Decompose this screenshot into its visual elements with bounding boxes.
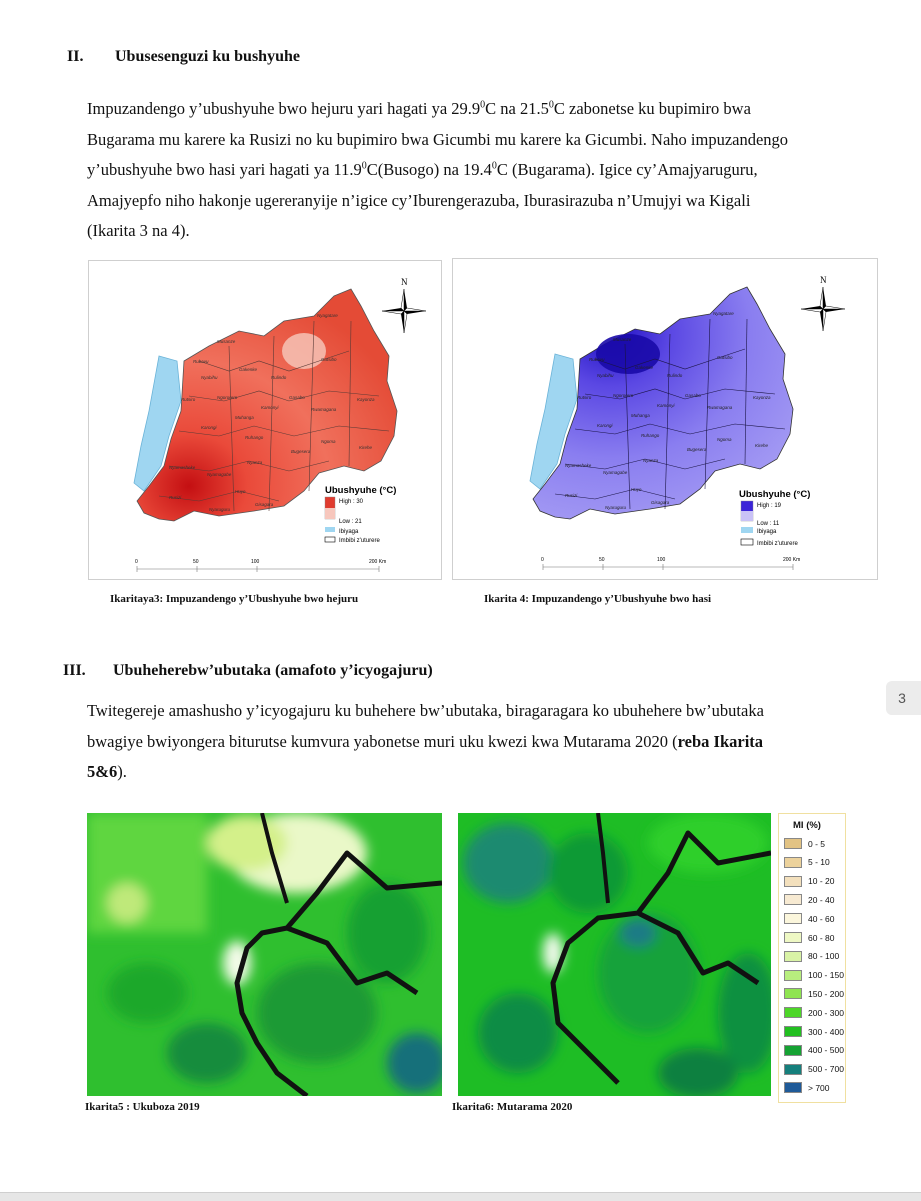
map-moisture-jan-2020 — [458, 813, 771, 1096]
map4-label-bugesera: Bugesera — [687, 447, 707, 452]
para1-line1a: Impuzandengo y’ubushyuhe bwo hejuru yari hagati ya 29.9 — [87, 99, 481, 118]
map3-label-ngororero: Ngororero — [217, 395, 238, 400]
map-min-temperature — [452, 258, 878, 580]
map4-label-ngoma: Ngoma — [717, 437, 732, 442]
mi-legend-swatch — [784, 1082, 802, 1093]
para1-line2: Bugarama mu karere ka Rusizi no ku bupimiro bwa Gicumbi mu karere ka Gicumbi. Naho impuzandengo — [87, 129, 789, 149]
svg-text:200 Km: 200 Km — [783, 557, 801, 563]
map3-label-gakenke: Gakenke — [239, 367, 258, 372]
mi-legend-entry — [784, 1045, 844, 1056]
mi-legend-label: 20 - 40 — [808, 894, 835, 905]
map3-label-nyamasheke: Nyamasheke — [169, 465, 196, 470]
map3-label-kirehe: Kirehe — [359, 445, 373, 450]
map4-label-ruhango: Ruhango — [641, 433, 660, 438]
mi-legend-label: 200 - 300 — [808, 1007, 844, 1018]
mi-legend-label: > 700 — [808, 1082, 830, 1093]
map3-label-musanze: Musanze — [217, 339, 236, 344]
map3-svg — [89, 261, 441, 579]
map3-label-kayonza: Kayonza — [357, 397, 375, 402]
map4-label-huye: Huye — [631, 487, 642, 492]
para2-line3a: 5&6 — [87, 762, 118, 781]
map4-legend — [739, 489, 810, 547]
mi-legend-title: MI (%) — [793, 820, 821, 831]
map3-label-gisagara: Gisagara — [255, 502, 274, 507]
mi-legend-label: 10 - 20 — [808, 876, 835, 887]
paragraph-temperature — [87, 94, 867, 247]
svg-text:N: N — [401, 277, 408, 287]
svg-text:Low : 21: Low : 21 — [339, 519, 362, 525]
para2-line2b: reba Ikarita — [677, 731, 764, 751]
map4-label-rwamagana: Rwamagana — [707, 405, 733, 410]
mi-legend-swatch — [784, 1026, 802, 1037]
map4-scale — [541, 557, 800, 570]
map3-label-rubavu: Rubavu — [193, 359, 209, 364]
map6-svg — [458, 813, 771, 1096]
svg-text:0: 0 — [135, 559, 138, 565]
map3-label-nyanza: Nyanza — [247, 460, 263, 465]
mi-legend-label: 150 - 200 — [808, 988, 844, 999]
mi-legend-swatch — [784, 1045, 802, 1056]
map3-label-nyamagabe: Nyamagabe — [207, 472, 232, 477]
map4-label-kirehe: Kirehe — [755, 443, 769, 448]
section-2-title: Ubusesenguzi ku bushyuhe — [115, 48, 300, 65]
mi-legend-swatch — [784, 913, 802, 924]
paragraph-soil-moisture — [87, 696, 867, 788]
map4-label-rubavu: Rubavu — [589, 357, 605, 362]
map4-label-rulindo: Rulindo — [667, 373, 683, 378]
svg-text:High : 30: High : 30 — [339, 499, 364, 505]
mi-legend-entry — [784, 1082, 830, 1093]
svg-text:Low : 11: Low : 11 — [757, 521, 780, 527]
mi-legend-label: 5 - 10 — [808, 857, 830, 868]
map3-label-gasabo: Gasabo — [289, 395, 305, 400]
page-number-tab[interactable]: 3 — [886, 681, 921, 715]
para1-sup4: 0 — [491, 160, 497, 172]
map4-label-muhanga: Muhanga — [631, 413, 650, 418]
moisture-index-legend — [778, 813, 846, 1103]
mi-legend-entry — [784, 951, 839, 962]
para1-sup1: 0 — [480, 99, 486, 111]
para1-sup2: 0 — [548, 99, 554, 111]
map4-label-nyanza: Nyanza — [643, 458, 659, 463]
mi-legend-swatch — [784, 988, 802, 999]
svg-text:Imbibi z'uturere: Imbibi z'uturere — [339, 538, 380, 544]
svg-text:Imbibi z'uturere: Imbibi z'uturere — [757, 541, 798, 547]
para2-line1: Twitegereje amashusho y’icyogajuru ku buhehere bw’ubutaka, biragaragara ko ubuhehere bw’ubutaka — [87, 701, 764, 720]
svg-text:100: 100 — [251, 559, 260, 565]
mi-legend-swatch — [784, 932, 802, 943]
mi-legend-entry — [784, 913, 834, 924]
map4-label-rusizi: Rusizi — [565, 493, 578, 498]
mi-legend-label: 400 - 500 — [808, 1045, 844, 1056]
map3-label-ngoma: Ngoma — [321, 439, 336, 444]
map4-label-kamonyi: Kamonyi — [657, 403, 675, 408]
map4-compass-icon — [801, 275, 845, 331]
para1-line3c: C (Bugarama). Igice cy’Amajyaruguru, — [496, 160, 758, 179]
map4-label-karongi: Karongi — [597, 423, 613, 428]
mi-legend-entry — [784, 1064, 844, 1075]
mi-legend-entry — [784, 857, 830, 868]
svg-text:0: 0 — [541, 557, 544, 563]
mi-legend-swatch — [784, 876, 802, 887]
map4-label-nyamasheke: Nyamasheke — [565, 463, 592, 468]
mi-legend-entry — [784, 876, 834, 887]
map3-label-nyabihu: Nyabihu — [201, 375, 218, 380]
mi-legend-swatch — [784, 970, 802, 981]
para1-line3a: y’ubushyuhe bwo hasi yari hagati ya 11.9 — [87, 160, 362, 179]
map-max-temperature — [88, 260, 442, 580]
map4-label-nyamagabe: Nyamagabe — [603, 470, 628, 475]
mi-legend-swatch — [784, 894, 802, 905]
mi-legend-entry — [784, 894, 834, 905]
mi-legend-label: 40 - 60 — [808, 913, 835, 924]
mi-legend-swatch — [784, 1064, 802, 1075]
mi-legend-entry — [784, 932, 834, 943]
para1-line1b: C na 21.5 — [485, 99, 549, 118]
map-moisture-dec-2019 — [87, 813, 442, 1096]
map4-label-gakenke: Gakenke — [635, 365, 654, 370]
section-3-title: Ubuheherebw’ubutaka (amafoto y’icyogajuru) — [113, 662, 433, 679]
map3-compass-icon — [382, 277, 426, 333]
map3-label-muhanga: Muhanga — [235, 415, 254, 420]
map4-label-nyabihu: Nyabihu — [597, 373, 614, 378]
svg-text:200 Km: 200 Km — [369, 559, 387, 565]
svg-text:Ubushyuhe (°C): Ubushyuhe (°C) — [325, 485, 397, 496]
mi-legend-entry — [784, 988, 844, 999]
map4-label-kayonza: Kayonza — [753, 395, 771, 400]
map3-label-huye: Huye — [235, 489, 246, 494]
mi-legend-label: 0 - 5 — [808, 838, 826, 849]
map4-label-gasabo: Gasabo — [685, 393, 701, 398]
para1-line1c: C zabonetse ku bupimiro bwa — [553, 99, 751, 118]
mi-legend-swatch — [784, 857, 802, 868]
map4-label-nyagatare: Nyagatare — [713, 311, 734, 316]
svg-text:Ubushyuhe (°C): Ubushyuhe (°C) — [739, 489, 811, 500]
mi-legend-label: 100 - 150 — [808, 970, 844, 981]
map3-label-rusizi: Rusizi — [169, 495, 182, 500]
para1-sup3: 0 — [361, 160, 367, 172]
caption-map6: Ikarita6: Mutarama 2020 — [452, 1101, 573, 1113]
svg-text:50: 50 — [193, 559, 199, 565]
svg-text:N: N — [820, 275, 827, 285]
map3-label-rwamagana: Rwamagana — [311, 407, 337, 412]
map3-label-bugesera: Bugesera — [291, 449, 311, 454]
map4-label-nyaruguru: Nyaruguru — [605, 505, 627, 510]
section-2-number: II. — [67, 48, 84, 65]
map3-scale — [135, 559, 386, 572]
mi-legend-swatch — [784, 838, 802, 849]
mi-legend-label: 500 - 700 — [808, 1064, 844, 1075]
para1-line3b: C(Busogo) na 19.4 — [366, 160, 492, 179]
map4-svg — [453, 259, 877, 579]
para1-line5: (Ikarita 3 na 4). — [87, 221, 190, 240]
mi-legend-label: 80 - 100 — [808, 951, 840, 962]
svg-text:Ibiyaga: Ibiyaga — [757, 529, 777, 535]
mi-legend-entry — [784, 1007, 844, 1018]
map4-label-ngororero: Ngororero — [613, 393, 634, 398]
mi-legend-entry — [784, 838, 825, 849]
mi-legend-entry — [784, 1026, 844, 1037]
map3-label-karongi: Karongi — [201, 425, 217, 430]
map3-label-rulindo: Rulindo — [271, 375, 287, 380]
mi-legend-swatch — [784, 1007, 802, 1018]
mi-legend-label: 60 - 80 — [808, 932, 835, 943]
map3-label-gatsibo: Gatsibo — [321, 357, 337, 362]
mi-legend-entry — [784, 970, 844, 981]
map3-label-nyaruguru: Nyaruguru — [209, 507, 231, 512]
svg-text:50: 50 — [599, 557, 605, 563]
map3-legend — [325, 485, 396, 544]
svg-text:High : 19: High : 19 — [757, 503, 782, 509]
map4-label-gatsibo: Gatsibo — [717, 355, 733, 360]
para1-line4: Amajyepfo niho hakonje ugereranyije n’igice cy’Iburengerazuba, Iburasirazuba n’Umujyi wa Kigali — [87, 190, 751, 210]
map3-label-rutsiro: Rutsiro — [181, 397, 196, 402]
map5-svg — [87, 813, 442, 1096]
caption-map5: Ikarita5 : Ukuboza 2019 — [85, 1101, 200, 1113]
caption-map4: Ikarita 4: Impuzandengo y’Ubushyuhe bwo hasi — [484, 593, 712, 605]
map3-label-nyagatare: Nyagatare — [317, 313, 338, 318]
svg-text:100: 100 — [657, 557, 666, 563]
mi-legend-swatch — [784, 951, 802, 962]
map4-label-rutsiro: Rutsiro — [577, 395, 592, 400]
para2-line3b: ). — [117, 762, 127, 781]
para2-line2a: bwagiye bwiyongera biturutse kumvura yabonetse muri uku kwezi kwa Mutarama 2020 ( — [87, 731, 678, 751]
svg-text:Ibiyaga: Ibiyaga — [339, 529, 359, 535]
map3-label-kamonyi: Kamonyi — [261, 405, 279, 410]
caption-map3: Ikaritaya3: Impuzandengo y’Ubushyuhe bwo hejuru — [110, 593, 359, 605]
map4-label-musanze: Musanze — [613, 337, 632, 342]
section-3-number: III. — [63, 662, 86, 679]
mi-legend-label: 300 - 400 — [808, 1026, 844, 1037]
map4-label-gisagara: Gisagara — [651, 500, 670, 505]
map3-label-ruhango: Ruhango — [245, 435, 264, 440]
